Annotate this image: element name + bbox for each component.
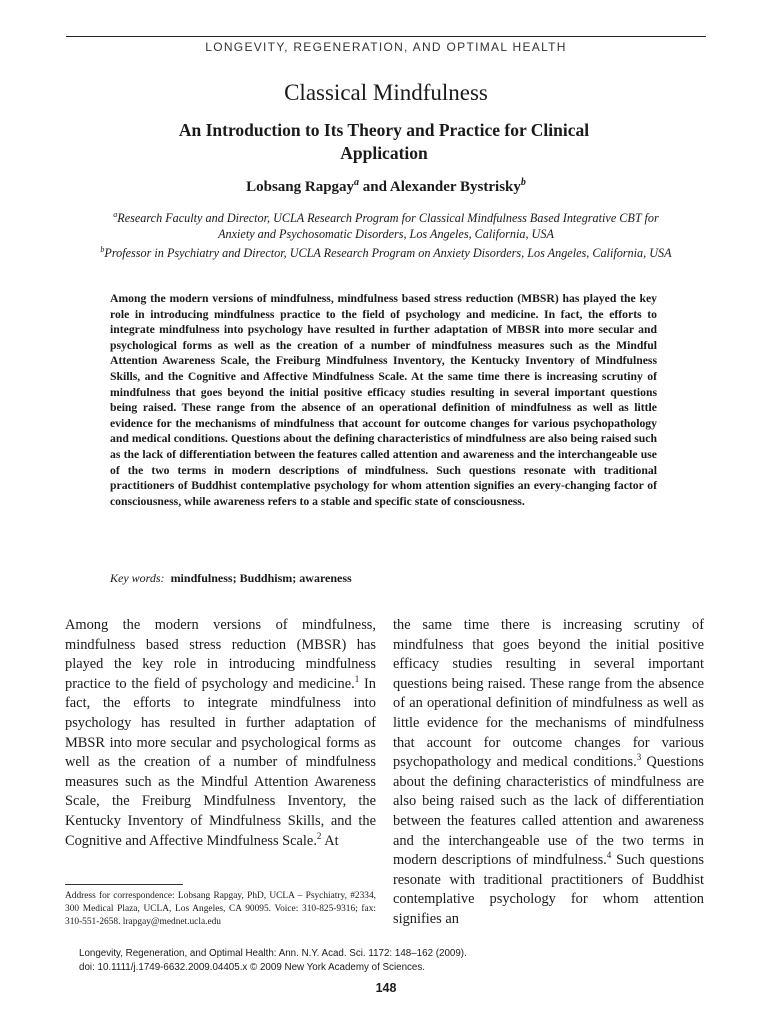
header-rule — [66, 36, 706, 37]
footnote-rule — [65, 884, 183, 885]
body-text: the same time there is increasing scrutiny of mindfulness that goes beyond the initial positive efficacy studies resulting in several important questions being raised. These range from the absence of an operational definition of mindfulness as well as little evidence for the mechanisms of mindfulness that account for outcome changes for various psychopathology and medical conditions. — [393, 617, 704, 771]
author-name: Alexander Bystrisky — [389, 179, 521, 195]
running-head: LONGEVITY, REGENERATION, AND OPTIMAL HEALTH — [205, 40, 567, 54]
affiliation-text: Research Faculty and Director, UCLA Research Program for Classical Mindfulness Based Integrative CBT for Anxiety and Psychosomatic Disorders, Los Angeles, California, USA — [117, 211, 659, 241]
affiliation-mark: b — [520, 177, 526, 188]
body-text: Questions about the defining characteristics of mindfulness are also being raised such as the lack of differentiation between the features called attention and awareness and the interchangeable use of the two terms in modern descriptions of mindfulness. — [393, 754, 704, 869]
body-column-right — [393, 616, 704, 930]
body-text: At — [321, 832, 339, 849]
author-line — [66, 177, 706, 196]
affiliation-b — [98, 242, 674, 262]
article-subtitle: An Introduction to Its Theory and Practice for Clinical Application — [178, 120, 590, 163]
reference-mark[interactable]: 3 — [636, 752, 642, 763]
journal-citation-line: Longevity, Regeneration, and Optimal Health: Ann. N.Y. Acad. Sci. 1172: 148–162 (2009). — [79, 948, 467, 959]
article-title: Classical Mindfulness — [284, 80, 488, 105]
body-text: Among the modern versions of mindfulness, mindfulness based stress reduction (MBSR) has played the key role in introducing mindfulness practice to the field of psychology and medicine. — [65, 617, 376, 692]
reference-mark[interactable]: 4 — [606, 850, 612, 861]
reference-mark[interactable]: 2 — [316, 830, 322, 841]
page-number: 148 — [375, 981, 397, 995]
correspondence-footnote: Address for correspondence: Lobsang Rapgay, PhD, UCLA – Psychiatry, #2334, 300 Medical Plaza, UCLA, Los Angeles, CA 90095. Voice: 310-825-9316; fax: 310-551-2658. lrapgay@mednet.ucla.edu — [65, 891, 376, 927]
keywords-text: mindfulness; Buddhism; awareness — [170, 571, 352, 585]
body-text: In fact, the efforts to integrate mindfulness into psychology has resulted in further adaptation of MBSR into more secular and psychological forms as well as the creation of a number of mindfulness measures such as the Mindful Attention Awareness Scale, the Freiburg Mindfulness Inventory, the Kentucky Inventory of Mindfulness Skills, and the Cognitive and Affective Mindfulness Scale. — [65, 675, 376, 849]
affiliation-text: Professor in Psychiatry and Director, UCLA Research Program on Anxiety Disorders, Los Angeles, California, USA — [104, 246, 672, 261]
keywords-label: Key words: — [110, 571, 165, 585]
abstract: Among the modern versions of mindfulness, mindfulness based stress reduction (MBSR) has played the key role in introducing mindfulness practice to the field of psychology and medicine. In fact, the efforts to integrate mindfulness into psychology have resulted in further adaptation of MBSR into more secular and psychological forms as well as the creation of a number of mindfulness measures such as the Mindful Attention Awareness Scale, the Freiburg Mindfulness Inventory, the Kentucky Inventory of Mindfulness Skills, and the Cognitive and Affective Mindfulness Scale. At the same time there is increasing scrutiny of mindfulness that goes beyond the initial positive efficacy studies resulting in several important questions being raised. These range from the absence of an operational definition of mindfulness as well as little evidence for the mechanisms of mindfulness that account for outcome changes for various psychopathology and medical conditions. Questions about the defining characteristics of mindfulness are also being raised such as the lack of differentiation between the features called attention and awareness and the interchangeable use of the two terms in modern descriptions of mindfulness. Such questions resonate with traditional practitioners of Buddhist contemplative psychology for whom attention signifies an every-changing factor of consciousness, while awareness refers to a stable and specific state of consciousness. — [110, 292, 657, 508]
body-text: Such questions resonate with traditional practitioners of Buddhist contemplative psychology for whom attention signifies an — [393, 852, 705, 927]
affiliation-a — [98, 207, 674, 242]
body-column-left — [65, 616, 376, 851]
reference-mark[interactable]: 1 — [354, 673, 360, 684]
affiliation-mark: a — [354, 177, 360, 188]
affiliations — [98, 207, 674, 262]
author-name: Lobsang Rapgay — [246, 179, 355, 195]
affiliation-mark: a — [113, 210, 118, 219]
affiliation-mark: b — [100, 245, 105, 255]
author-conjunction: and — [359, 179, 390, 195]
keywords — [110, 571, 657, 586]
doi-line: doi: 10.1111/j.1749-6632.2009.04405.x © 2009 New York Academy of Sciences. — [79, 962, 425, 973]
journal-citation — [79, 947, 699, 975]
